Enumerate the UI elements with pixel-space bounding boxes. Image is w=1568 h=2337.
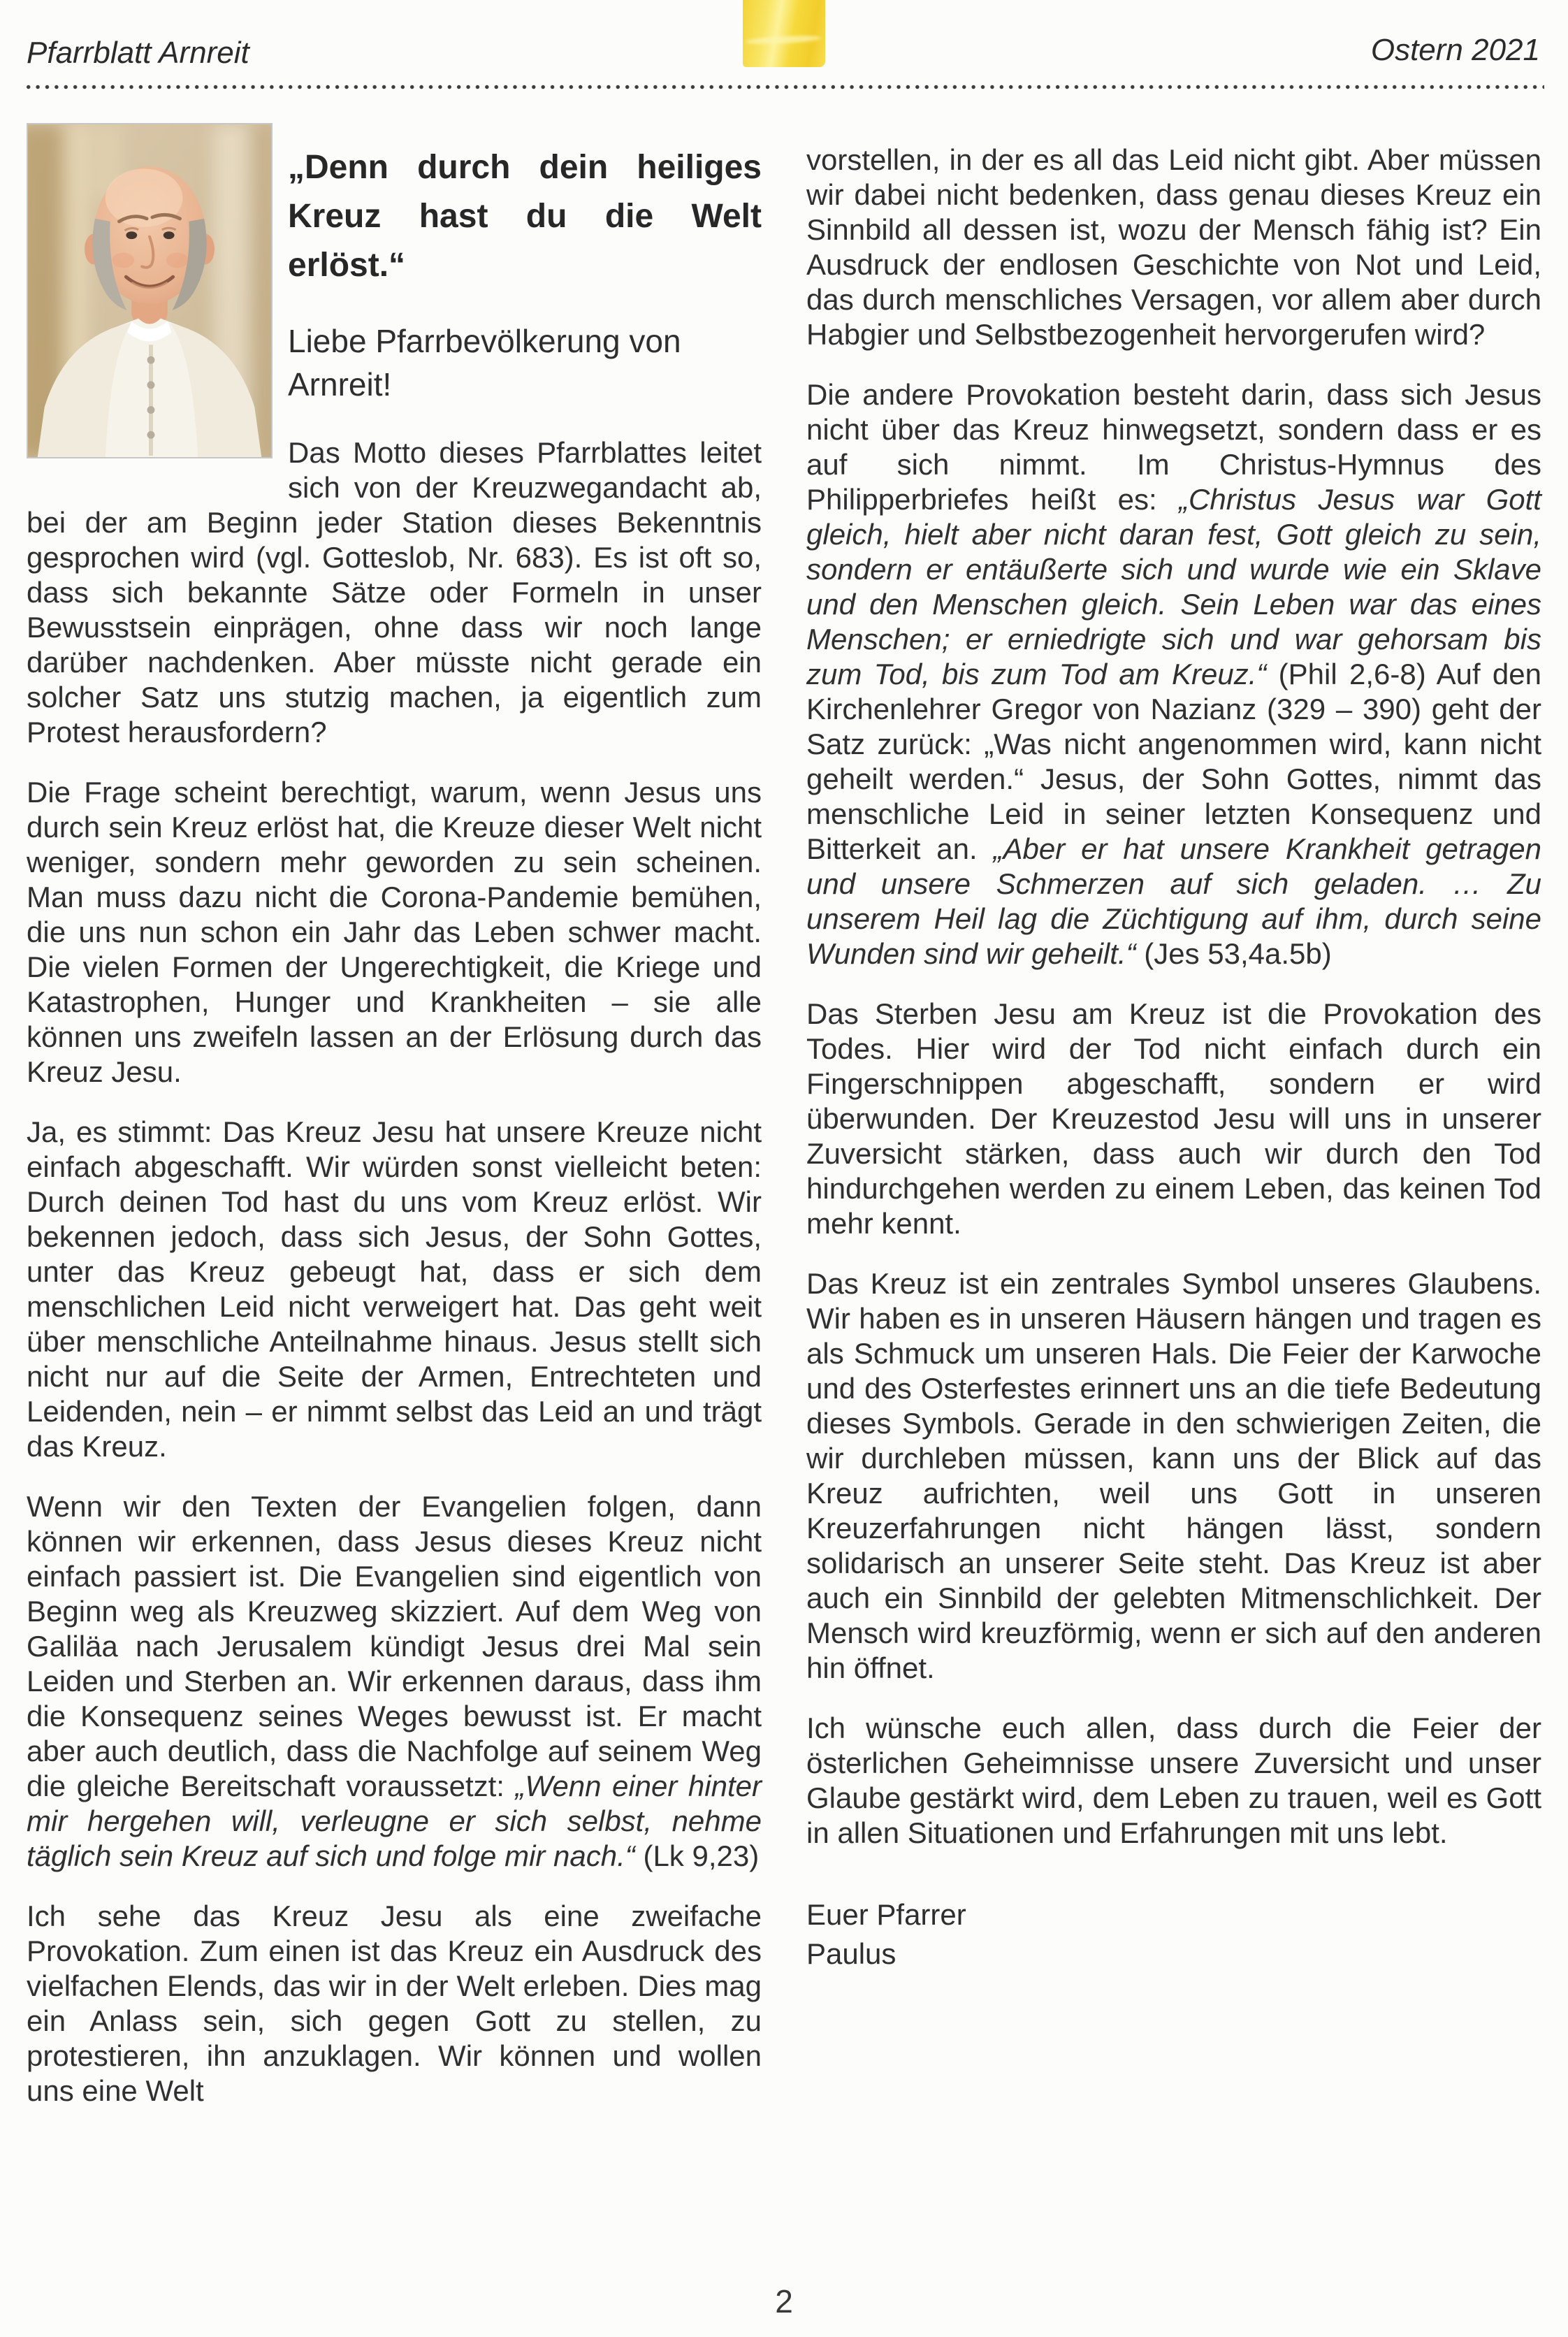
paragraph-sterben-jesu: Das Sterben Jesu am Kreuz ist die Provokation des Todes. Hier wird der Tod nicht einfach durch ein Fingerschnippen abgeschafft, sondern er wird überwunden. Der Kreuzestod Jesu will uns in unserer Zuversicht stärken, dass auch wir durch den Tod hindurchgehen werden zu einem Leben, das keinen Tod mehr kennt. [806, 997, 1541, 1240]
signature-role: Euer Pfarrer [806, 1898, 966, 1931]
paragraph-ja-es-stimmt: Ja, es stimmt: Das Kreuz Jesu hat unsere Kreuze nicht einfach abgeschafft. Wir würden sonst vielleicht beten: Durch deinen Tod hast du uns vom Kreuz erlöst. Wir bekennen jedoch, dass sich Jesus, der Sohn Gottes, unter das Kreuz gebeugt hat, dass er sich dem menschlichen Leid nicht verweigert hat. Das geht weit über menschliche Anteilnahme hinaus. Jesus stellt sich nicht nur auf die Seite der Armen, Entrechteten und Leidenden, nein – er nimmt selbst das Leid an und trägt das Kreuz. [27, 1115, 762, 1463]
scripture-quote: „Christus Jesus war Gott gleich, hielt aber nicht daran fest, Gott gleich zu sein, sondern er entäußerte sich und wurde wie ein Sklave und den Menschen gleich. Sein Leben war das eines Menschen; er erniedrigte sich und war gehorsam bis zum Tod, bis zum Tod am Kreuz.“ [806, 483, 1541, 690]
pastor-photo [27, 123, 273, 458]
paragraph-frage: Die Frage scheint berechtigt, warum, wenn Jesus uns durch sein Kreuz erlöst hat, die Kreuze dieser Welt nicht weniger, sondern mehr geworden zu sein scheinen. Man muss dazu nicht die Corona-Pandemie bemühen, die uns nun schon ein Jahr das Leben schwer macht. Die vielen Formen der Ungerechtigkeit, die Kriege und Katastrophen, Hunger und Krankheiten – sie alle können uns zweifeln lassen an der Erlösung durch das Kreuz Jesu. [27, 776, 762, 1088]
paragraph-evangelien [27, 1489, 762, 1874]
paragraph-provokation: Ich sehe das Kreuz Jesu als eine zweifache Provokation. Zum einen ist das Kreuz ein Ausdruck des vielfachen Elends, das wir in der Welt erleben. Dies mag ein Anlass sein, sich gegen Gott zu stellen, zu protestieren, ihn anzuklagen. Wir können und wollen uns eine Welt [27, 1900, 762, 2107]
signature [806, 1895, 1541, 1974]
paragraph-lead: Wenn wir den Texten der Evangelien folgen, dann können wir erkennen, dass Jesus dieses Kreuz nicht einfach passiert ist. Die Evangelien sind eigentlich von Beginn weg als Kreuzweg skizziert. Auf dem Weg von Galiläa nach Jerusalem kündigt Jesus drei Mal sein Leiden und Sterben an. Wir erkennen daraus, dass ihm die Konsequenz seines Weges bewusst ist. Er macht aber auch deutlich, dass die Nachfolge auf seinem Weg die gleiche Bereitschaft voraussetzt: [27, 1490, 762, 1802]
paragraph-motto: Das Motto dieses Pfarrblattes leitet sich von der Kreuzwegandacht ab, bei der am Beginn jeder Station dieses Bekenntnis gesprochen wird (vgl. Gotteslob, Nr. 683). Es ist oft so, dass sich bekannte Sätze oder Formeln in unser Bewusstsein einprägen, ohne dass wir noch lange darüber nachdenken. Aber müsste nicht gerade ein solcher Satz uns stutzig machen, ja eigentlich zum Protest herausfordern? [27, 436, 762, 748]
paragraph-wunsch: Ich wünsche euch allen, dass durch die Feier der österlichen Geheimnisse unsere Zuversicht und unser Glaube gestärkt wird, dem Leben zu trauen, weil es Gott in allen Situationen und Erfahrungen mit uns lebt. [806, 1712, 1541, 1849]
article-headline: „Denn durch dein heiliges Kreuz hast du die Welt erlöst.“ [288, 149, 762, 284]
yellow-bookmark-ribbon [743, 0, 825, 67]
scripture-reference: (Jes 53,4a.5b) [1135, 937, 1332, 970]
left-column [27, 123, 762, 2108]
issue-date-label: Ostern 2021 [1370, 33, 1540, 67]
paragraph-kreuz-symbol: Das Kreuz ist ein zentrales Symbol unseres Glaubens. Wir haben es in unseren Häusern hängen und tragen es als Schmuck um unseren Hals. Die Feier der Karwoche und des Osterfestes erinnert uns an die tiefe Bedeutung dieses Symbols. Gerade in den schwierigen Zeiten, die wir durchleben müssen, kann uns der Blick auf das Kreuz aufrichten, weil uns Gott in unseren Kreuzerfahrungen nicht hängen lässt, sondern solidarisch an unserer Seite steht. Das Kreuz ist aber auch ein Sinnbild der gelebten Mitmenschlichkeit. Der Mensch wird kreuzförmig, wenn er sich auf den anderen hin öffnet. [806, 1267, 1541, 1684]
signature-name: Paulus [806, 1937, 896, 1970]
greeting: Liebe Pfarrbevölkerung von Arnreit! [288, 323, 681, 403]
scripture-reference: (Lk 9,23) [634, 1839, 760, 1872]
right-column [806, 123, 1541, 2108]
newsletter-title: Pfarrblatt Arnreit [27, 36, 249, 70]
scripture-quote: „Wenn einer hinter mir hergehen will, verleugne er sich selbst, nehme täglich sein Kreuz auf sich und folge mir nach.“ [27, 1770, 762, 1872]
pastor-portrait-illustration [28, 124, 271, 457]
paragraph-middle: (Phil 2,6-8) Auf den Kirchenlehrer Gregor von Nazianz (329 – 390) geht der Satz zurück: „Was nicht angenommen wird, kann nicht geheilt werden.“ Jesus, der Sohn Gottes, nimmt das menschliche Leid in seiner letzten Konsequenz und Bitterkeit an. [806, 658, 1542, 865]
paragraph-lead: Die andere Provokation besteht darin, dass sich Jesus nicht über das Kreuz hinwegsetzt, sondern dass er es auf sich nimmt. Im Christus-Hymnus des Philipperbriefes heißt es: [806, 378, 1541, 516]
paragraph-andere-provokation [806, 377, 1541, 971]
dotted-separator [24, 84, 1544, 90]
paragraph-vorstellen: vorstellen, in der es all das Leid nicht gibt. Aber müssen wir dabei nicht bedenken, dass genau dieses Kreuz ein Sinnbild all dessen ist, wozu der Mensch fähig ist? Ein Ausdruck der endlosen Geschichte von Not und Leid, das durch menschliches Versagen, vor allem aber durch Habgier und Selbstbezogenheit hervorgerufen wird? [806, 143, 1541, 351]
article-body [27, 123, 1541, 2108]
scripture-quote: „Aber er hat unsere Krankheit getragen und unsere Schmerzen auf sich geladen. … Zu unserem Heil lag die Züchtigung auf ihm, durch seine Wunden sind wir geheilt.“ [806, 832, 1542, 970]
page-number: 2 [775, 2283, 793, 2320]
